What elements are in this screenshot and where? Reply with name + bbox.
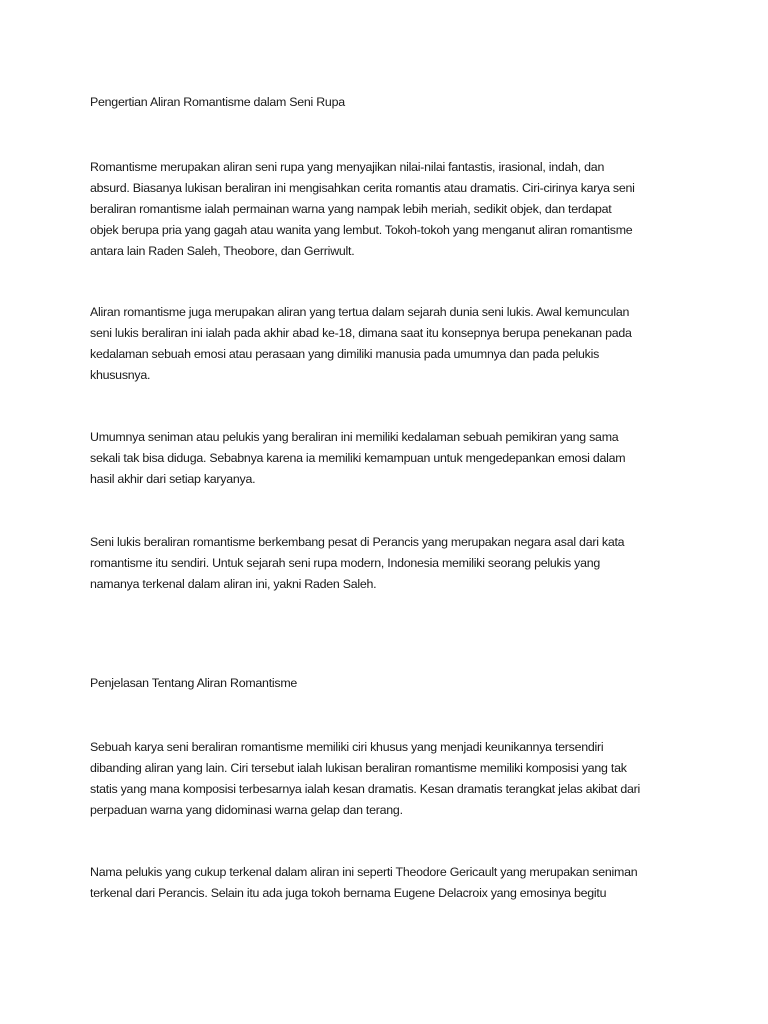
paragraph-definisi-romantisme (90, 157, 680, 262)
paragraph-line: kedalaman sebuah emosi atau perasaan yang dimiliki manusia pada umumnya dan pada pelukis (90, 347, 600, 361)
paragraph-line: absurd. Biasanya lukisan beraliran ini mengisahkan cerita romantis atau dramatis. Ciri-cirinya karya seni (90, 181, 635, 195)
paragraph-line: sekali tak bisa diduga. Sebabnya karena ia memiliki kemampuan untuk mengedepankan emosi dalam (90, 451, 626, 465)
paragraph-line: Seni lukis beraliran romantisme berkembang pesat di Perancis yang merupakan negara asal dari kata (90, 535, 625, 549)
paragraph-sejarah-romantisme (90, 302, 680, 386)
paragraph-perkembangan-romantisme (90, 532, 680, 595)
paragraph-line: Aliran romantisme juga merupakan aliran yang tertua dalam sejarah dunia seni lukis. Awal kemunculan (90, 305, 630, 319)
paragraph-line: statis yang mana komposisi terbesarnya ialah kesan dramatis. Kesan dramatis terangkat jelas akibat dari (90, 782, 641, 796)
paragraph-line: perpaduan warna yang didominasi warna gelap dan terang. (90, 803, 403, 817)
paragraph-line: antara lain Raden Saleh, Theobore, dan Gerriwult. (90, 244, 355, 258)
paragraph-ciri-khusus-romantisme (90, 737, 680, 821)
paragraph-line: objek berupa pria yang gagah atau wanita yang lembut. Tokoh-tokoh yang menganut aliran romantisme (90, 223, 633, 237)
heading-line: Pengertian Aliran Romantisme dalam Seni Rupa (90, 95, 345, 109)
paragraph-line: khususnya. (90, 368, 151, 382)
paragraph-line: Romantisme merupakan aliran seni rupa yang menyajikan nilai-nilai fantastis, irasional, indah, dan (90, 160, 605, 174)
paragraph-line: Sebuah karya seni beraliran romantisme memiliki ciri khusus yang menjadi keunikannya tersendiri (90, 740, 604, 754)
paragraph-line: hasil akhir dari setiap karyanya. (90, 472, 256, 486)
paragraph-seniman-romantisme (90, 427, 680, 490)
paragraph-line: terkenal dari Perancis. Selain itu ada juga tokoh bernama Eugene Delacroix yang emosinya begitu (90, 886, 607, 900)
paragraph-line: namanya terkenal dalam aliran ini, yakni Raden Saleh. (90, 577, 377, 591)
paragraph-line: Nama pelukis yang cukup terkenal dalam aliran ini seperti Theodore Gericault yang merupakan seniman (90, 865, 638, 879)
paragraph-line: dibanding aliran yang lain. Ciri tersebut ialah lukisan beraliran romantisme memiliki komposisi yang tak (90, 761, 627, 775)
paragraph-line: romantisme itu sendiri. Untuk sejarah seni rupa modern, Indonesia memiliki seorang pelukis yang (90, 556, 600, 570)
paragraph-line: beraliran romantisme ialah permainan warna yang nampak lebih meriah, sedikit objek, dan terdapat (90, 202, 612, 216)
paragraph-line: Umumnya seniman atau pelukis yang beraliran ini memiliki kedalaman sebuah pemikiran yang sama (90, 430, 619, 444)
paragraph-pelukis-romantisme (90, 862, 680, 904)
heading-line: Penjelasan Tentang Aliran Romantisme (90, 676, 298, 690)
heading-pengertian-aliran-romantisme (90, 92, 680, 113)
heading-penjelasan-aliran-romantisme (90, 673, 680, 694)
paragraph-line: seni lukis beraliran ini ialah pada akhir abad ke-18, dimana saat itu konsepnya berupa penekanan pada (90, 326, 632, 340)
